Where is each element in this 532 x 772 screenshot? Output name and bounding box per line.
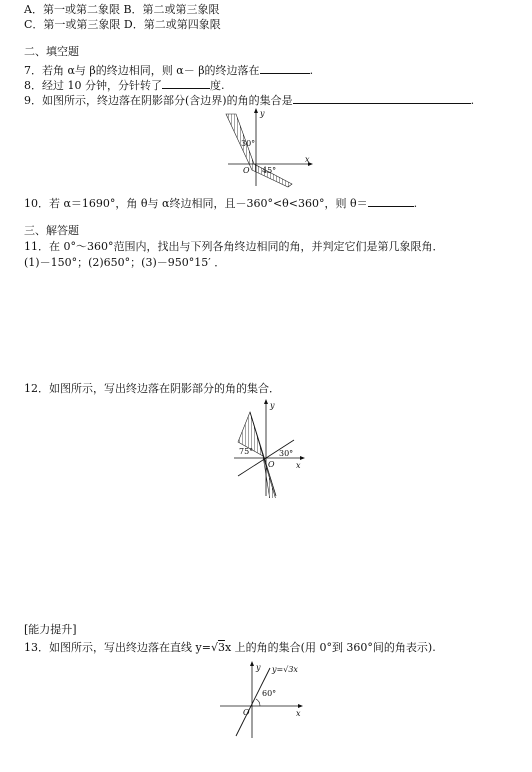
x-label-13: x <box>296 709 301 718</box>
angle-75-label-12: 75° <box>239 447 254 456</box>
question-9-text: 9．如图所示，终边落在阴影部分(含边界)的角的集合是 <box>24 94 293 107</box>
question-10-text: 10．若 α＝1690°，角 θ与 α终边相同，且－360°<θ<360°，则 θ＝ <box>24 197 368 210</box>
question-12: 12．如图所示，写出终边落在阴影部分的角的集合． <box>24 382 280 395</box>
question-7-text: 7．若角 α与 β的终边相同，则 α－ β的终边落在 <box>24 64 260 77</box>
line-label-13: y=√3x <box>272 665 298 674</box>
origin-label-13: O <box>243 708 250 717</box>
y-arrow-12 <box>264 399 268 404</box>
figure-9 <box>222 108 314 188</box>
angle-30-label-9: 30° <box>241 139 256 148</box>
question-9-end: . <box>470 94 475 107</box>
question-11-line-2: (1)－150°；(2)650°；(3)－950°15′ ． <box>24 256 226 269</box>
question-8-text: 8．经过 10 分钟，分针转了 <box>24 79 162 92</box>
figure-12 <box>230 398 310 498</box>
origin-label-9: O <box>243 166 250 175</box>
y-arrow-13 <box>250 661 254 666</box>
x-arrow-12 <box>300 456 305 460</box>
option-row-2: C．第一或第三象限 D．第二或第四象限 <box>24 18 221 31</box>
y-arrow-9 <box>254 108 258 113</box>
x-label-12: x <box>296 461 301 470</box>
x-arrow-13 <box>298 704 303 708</box>
section-fill-blank-heading: 二、填空题 <box>24 45 79 58</box>
question-10 <box>24 195 417 211</box>
question-11-line-1: 11．在 0°～360°范围内，找出与下列各角终边相同的角，并判定它们是第几象限角． <box>24 240 444 253</box>
question-8-blank <box>162 77 210 89</box>
line-sqrt3x-13 <box>236 668 270 736</box>
y-label-13: y <box>256 663 261 672</box>
question-13 <box>24 641 436 655</box>
option-row-1: A．第一或第二象限 B．第二或第三象限 <box>24 3 220 16</box>
angle-45-label-9: 45° <box>262 166 277 175</box>
angle-30-label-12: 30° <box>279 449 294 458</box>
question-9-blank <box>293 92 471 104</box>
question-9 <box>24 92 474 108</box>
shaded-region-9 <box>226 114 292 187</box>
question-13-rest: x 上的角的集合(用 0°到 360°间的角表示). <box>224 641 436 654</box>
y-label-9: y <box>260 109 265 118</box>
ability-heading: [能力提升] <box>24 623 77 636</box>
y-label-12: y <box>270 401 275 410</box>
x-label-9: x <box>305 155 310 164</box>
question-10-end: . <box>413 197 418 210</box>
question-7-blank <box>260 62 310 74</box>
sqrt-symbol: √ <box>210 641 218 654</box>
section-answer-heading: 三、解答题 <box>24 224 79 237</box>
angle-60-label-13: 60° <box>262 689 277 698</box>
question-10-blank <box>368 195 414 207</box>
question-8 <box>24 77 225 93</box>
question-7 <box>24 62 313 78</box>
angle-arc-13 <box>256 699 260 706</box>
question-7-end: . <box>309 64 314 77</box>
figure-13 <box>214 660 310 740</box>
origin-label-12: O <box>268 460 275 469</box>
question-13-pre: 13．如图所示，写出终边落在直线 y= <box>24 641 211 654</box>
sqrt-radicand: 3 <box>217 641 225 654</box>
question-8-end: 度. <box>210 79 225 92</box>
